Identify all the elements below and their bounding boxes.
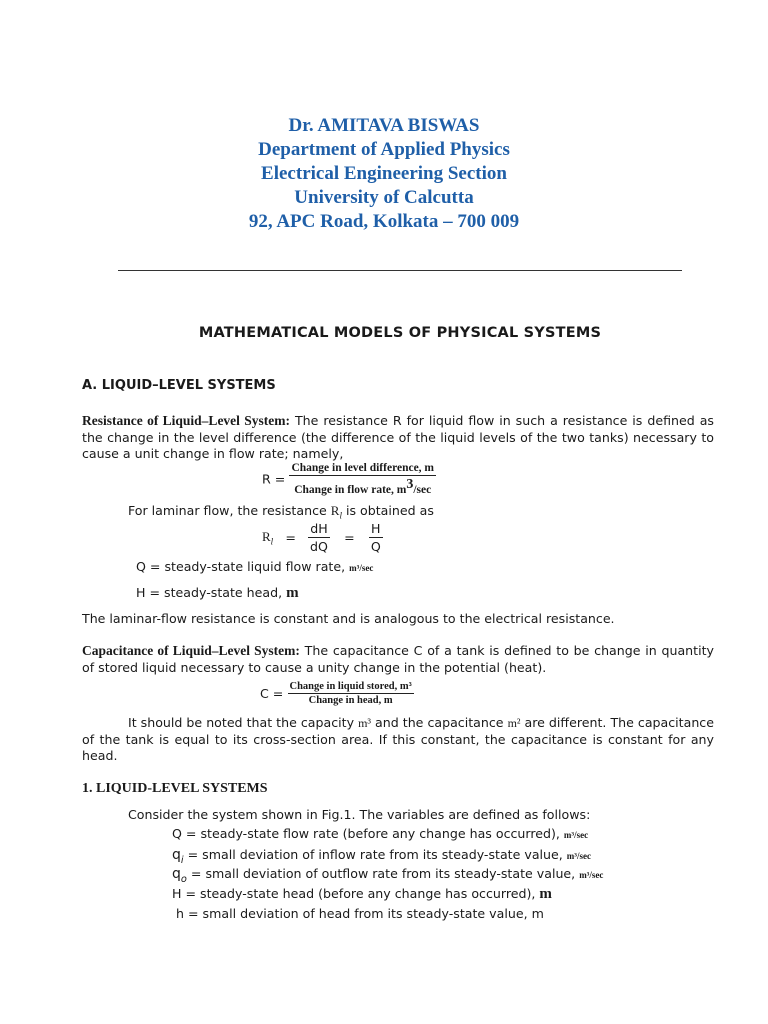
variable-description: = steady-state head (before any change has occurred), <box>181 886 540 901</box>
university: University of Calcutta <box>294 187 474 208</box>
variable-row <box>176 906 544 921</box>
h-definition: H = steady-state head, m <box>136 585 299 601</box>
section-a-heading: A. LIQUID–LEVEL SYSTEMS <box>82 378 276 393</box>
equals-sign: = <box>344 530 355 545</box>
h-unit: m <box>286 585 299 601</box>
capacitance-text: The capacitance C of a tank is defined to be change in quantity of stored liquid necessary to cause a unity change in the potential (heat). <box>82 643 714 675</box>
variable-row <box>172 866 603 885</box>
document-title: MATHEMATICAL MODELS OF PHYSICAL SYSTEMS <box>198 325 602 341</box>
h-q-fraction <box>369 521 383 554</box>
c-numerator: Change in liquid stored, m³ <box>289 681 412 692</box>
variable-unit: m³/sec <box>566 851 591 861</box>
dh-dq-fraction <box>308 521 330 554</box>
capacitance-heading: Capacitance of Liquid–Level System: <box>82 643 300 658</box>
resistance-paragraph <box>82 413 714 463</box>
variable-symbol: h <box>176 906 184 921</box>
dh: dH <box>310 521 328 536</box>
author-name: Dr. AMITAVA BISWAS <box>288 115 480 136</box>
capacitance-equation <box>260 681 414 706</box>
c-fraction <box>288 681 414 706</box>
department: Department of Applied Physics <box>258 139 510 160</box>
rl-symbol: $R_l$ <box>330 503 342 521</box>
rl-lhs: $R_l$ <box>262 528 274 547</box>
c-denominator: Change in head, m <box>308 695 393 706</box>
variable-row <box>172 826 588 841</box>
q-den: Q <box>370 539 381 554</box>
r-numerator: Change in level difference, m <box>291 462 435 474</box>
r-denominator: Change in flow rate, $m^3/\sec$ <box>294 477 432 496</box>
dq: dQ <box>310 539 328 554</box>
laminar-intro: For laminar flow, the resistance $R_l$ is obtained as <box>128 503 434 521</box>
capacitance-paragraph <box>82 643 714 676</box>
capacitance-unit: m² <box>507 716 521 730</box>
variable-description: = steady-state flow rate (before any change has occurred), <box>181 826 564 841</box>
variable-symbol: $q_o$ <box>172 866 187 885</box>
section-name: Electrical Engineering Section <box>261 163 507 184</box>
variable-unit: m³/sec <box>579 870 604 880</box>
address: 92, APC Road, Kolkata – 700 009 <box>248 211 520 232</box>
author-header <box>0 114 768 234</box>
q-unit: m³/sec <box>349 563 374 573</box>
laminar-resistance-equation <box>262 521 383 554</box>
variable-symbol: $q_i$ <box>172 847 184 866</box>
h-num: H <box>371 521 381 536</box>
variable-row <box>172 847 591 866</box>
r-lhs: R = <box>262 471 286 487</box>
q-definition: Q = steady-state liquid flow rate, m³/sec <box>136 559 374 574</box>
resistance-text: The resistance R for liquid flow in such a resistance is defined as the change in the level difference (the difference of the liquid levels of the two tanks) necessary to cause a unit change in flow rate; namely, <box>82 413 714 461</box>
c-lhs: C = <box>260 686 284 701</box>
capacity-unit: m³ <box>358 716 372 730</box>
laminar-note: The laminar-flow resistance is constant and is analogous to the electrical resistance. <box>82 611 615 626</box>
horizontal-rule <box>118 270 682 271</box>
capacity-note: It should be noted that the capacity m³ and the capacitance m² are different. The capacitance of the tank is equal to its cross-section area. If this constant, the capacitance is constant for any head. <box>82 715 714 763</box>
resistance-heading: Resistance of Liquid–Level System: <box>82 413 290 428</box>
variable-description: = small deviation of inflow rate from its steady-state value, <box>183 847 567 862</box>
equals-sign: = <box>285 530 296 545</box>
variable-symbol: H <box>172 886 182 901</box>
variable-unit: m³/sec <box>563 830 589 840</box>
variable-description: = small deviation of head from its steady-state value, m <box>183 906 544 921</box>
variable-unit: m <box>539 886 552 902</box>
resistance-equation <box>262 462 436 496</box>
section-1-intro: Consider the system shown in Fig.1. The variables are defined as follows: <box>128 807 591 822</box>
section-1-heading: 1. LIQUID-LEVEL SYSTEMS <box>82 781 268 796</box>
variable-row <box>172 886 552 903</box>
variable-description: = small deviation of outflow rate from its steady-state value, <box>186 866 580 881</box>
variable-symbol: Q <box>172 826 182 841</box>
r-fraction <box>289 462 436 496</box>
